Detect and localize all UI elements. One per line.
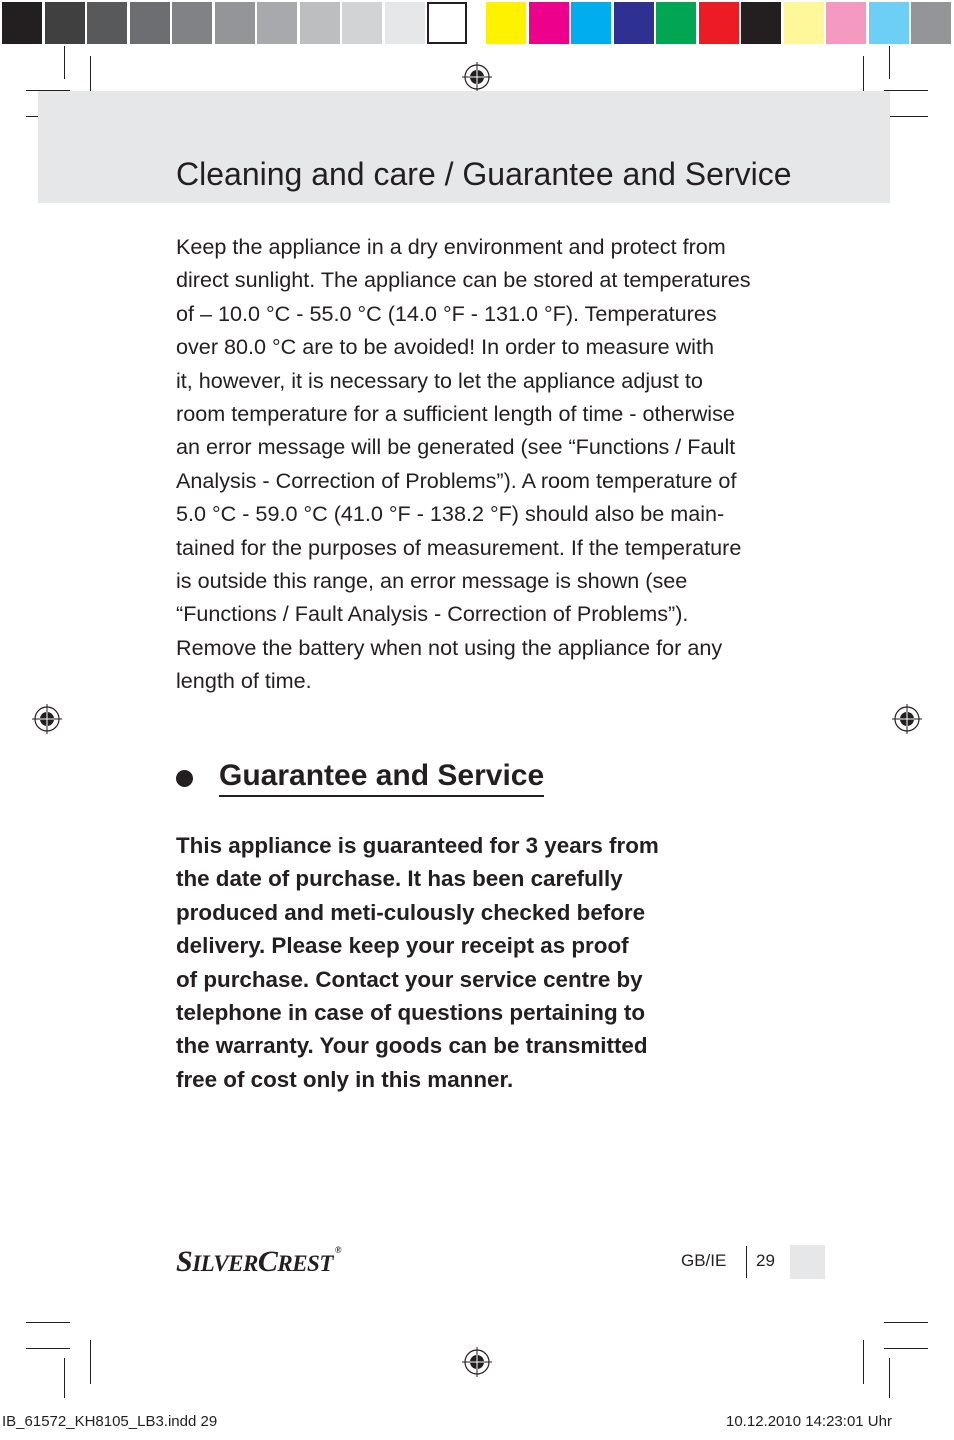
color-swatch xyxy=(571,2,611,44)
registration-mark-icon xyxy=(462,62,492,92)
section-title: Guarantee and Service xyxy=(219,759,544,797)
paragraph-line: of – 10.0 °C - 55.0 °C (14.0 °F - 131.0 °F). Temperatures xyxy=(176,300,717,326)
color-swatch xyxy=(130,2,170,44)
color-swatch xyxy=(300,2,340,44)
color-swatch xyxy=(2,2,42,44)
paragraph-line: 5.0 °C - 59.0 °C (41.0 °F - 138.2 °F) should also be main- xyxy=(176,501,725,527)
color-swatch xyxy=(486,2,526,44)
color-swatch xyxy=(427,2,467,44)
guarantee-paragraph xyxy=(176,829,659,1096)
paragraph-line: Remove the battery when not using the appliance for any xyxy=(176,634,723,660)
color-swatch xyxy=(699,2,739,44)
paragraph-line: Analysis - Correction of Problems”). A room temperature of xyxy=(176,467,737,493)
silvercrest-logo: SILVERCREST® xyxy=(176,1245,342,1278)
color-swatch xyxy=(529,2,569,44)
paragraph-line: it, however, it is necessary to let the appliance adjust to xyxy=(176,367,703,393)
crop-mark xyxy=(64,46,65,79)
color-swatch xyxy=(614,2,654,44)
color-swatch xyxy=(45,2,85,44)
registration-mark-icon xyxy=(462,1347,492,1377)
color-swatch xyxy=(87,2,127,44)
section-heading xyxy=(176,758,544,798)
grayscale-color-bar xyxy=(2,2,470,44)
paragraph-line: direct sunlight. The appliance can be stored at temperatures xyxy=(176,267,751,293)
color-swatch xyxy=(784,2,824,44)
crop-mark xyxy=(863,1340,864,1384)
color-swatch xyxy=(342,2,382,44)
bullet-icon xyxy=(176,770,193,787)
color-swatch xyxy=(869,2,909,44)
color-swatch xyxy=(741,2,781,44)
paragraph-line: the warranty. Your goods can be transmitted xyxy=(176,1033,648,1059)
page-separator xyxy=(746,1246,747,1278)
page-number: 29 xyxy=(756,1251,775,1270)
page-title: Cleaning and care / Guarantee and Service xyxy=(176,156,792,192)
registration-mark-icon xyxy=(892,704,922,734)
crop-mark xyxy=(884,1322,928,1323)
paragraph-line: an error message will be generated (see “Functions / Fault xyxy=(176,434,736,460)
process-color-bar xyxy=(486,2,954,44)
paragraph-line: produced and meti-culously checked before xyxy=(176,899,646,925)
crop-mark xyxy=(889,46,890,79)
color-swatch xyxy=(656,2,696,44)
slug-filename: IB_61572_KH8105_LB3.indd 29 xyxy=(2,1413,218,1430)
crop-mark xyxy=(884,90,928,91)
paragraph-line: delivery. Please keep your receipt as proof xyxy=(176,933,629,959)
color-swatch xyxy=(911,2,951,44)
color-swatch xyxy=(257,2,297,44)
paragraph-line: over 80.0 °C are to be avoided! In order to measure with xyxy=(176,334,714,360)
care-paragraph xyxy=(176,230,782,698)
color-swatch xyxy=(172,2,212,44)
paragraph-line: length of time. xyxy=(176,668,312,694)
slug-datetime: 10.12.2010 14:23:01 Uhr xyxy=(726,1413,892,1430)
crop-mark xyxy=(884,116,928,117)
paragraph-line: room temperature for a sufficient length of time - otherwise xyxy=(176,401,735,427)
paragraph-line: tained for the purposes of measurement. If the temperature xyxy=(176,534,742,560)
crop-mark xyxy=(884,1348,928,1349)
paragraph-line: This appliance is guaranteed for 3 years from xyxy=(176,833,659,858)
crop-mark xyxy=(90,1340,91,1384)
paragraph-line: the date of purchase. It has been carefully xyxy=(176,866,623,892)
region-label: GB/IE xyxy=(681,1251,727,1270)
paragraph-line: telephone in case of questions pertaining to xyxy=(176,1000,646,1026)
paragraph-line: “Functions / Fault Analysis - Correction of Problems”). xyxy=(176,601,689,627)
page-tab-box xyxy=(790,1245,825,1279)
paragraph-line: Keep the appliance in a dry environment and protect from xyxy=(176,234,726,259)
color-swatch xyxy=(826,2,866,44)
crop-mark xyxy=(889,1358,890,1398)
crop-mark xyxy=(64,1358,65,1398)
paragraph-line: of purchase. Contact your service centre by xyxy=(176,966,643,992)
registration-mark-icon xyxy=(32,704,62,734)
color-swatch xyxy=(215,2,255,44)
crop-mark xyxy=(26,1322,70,1323)
paragraph-line: is outside this range, an error message is shown (see xyxy=(176,568,688,594)
paragraph-line: free of cost only in this manner. xyxy=(176,1066,514,1092)
color-swatch xyxy=(385,2,425,44)
crop-mark xyxy=(26,1348,70,1349)
